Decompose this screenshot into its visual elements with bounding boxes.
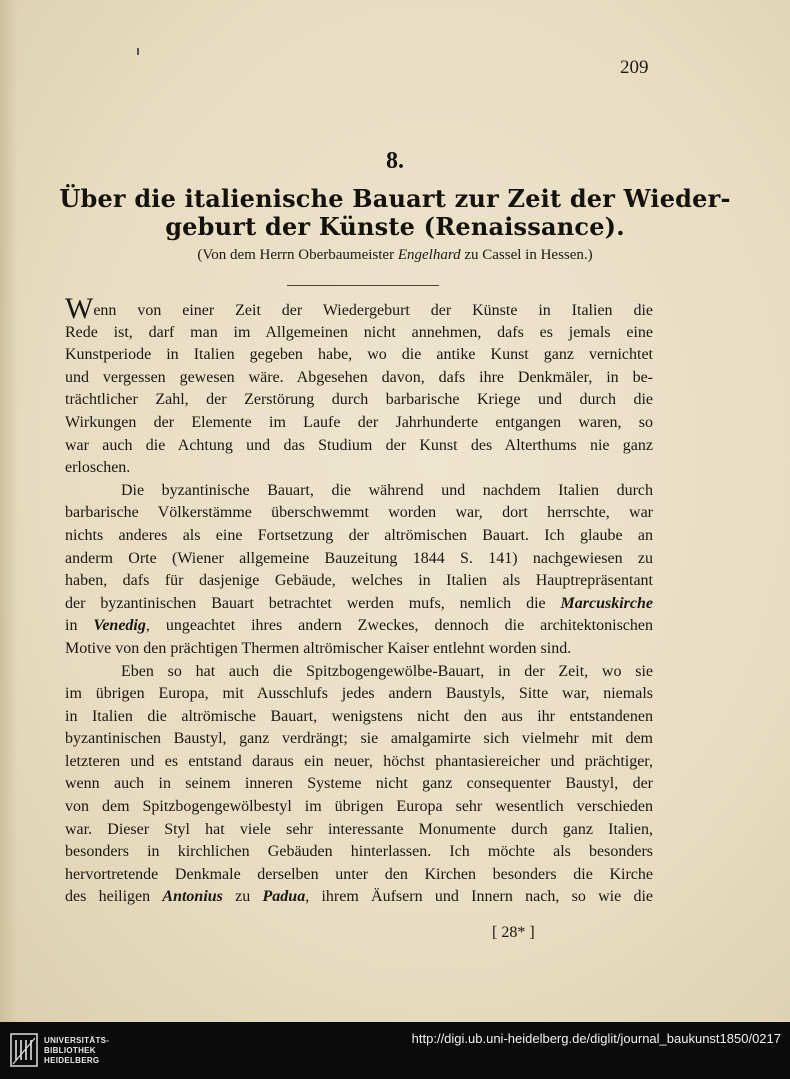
text-line: byzantinischen Baustyl, ganz verdrängt; sie amalgamirte sich vielmehr mit dem <box>65 730 653 748</box>
text-line: der byzantinischen Bauart betrachtet werden mufs, nemlich die Marcuskirche <box>65 594 653 612</box>
text-line: und vergessen gewesen wäre. Abgesehen davon, dafs ihre Denkmäler, in be- <box>65 368 653 386</box>
text-line: haben, dafs für dasjenige Gebäude, welches in Italien als Hauptrepräsentant <box>65 572 653 590</box>
text-line: nichts anderes als eine Fortsetzung der altrömischen Bauart. Ich glaube an <box>65 526 653 544</box>
emphasis-padua: Padua <box>262 888 306 906</box>
text-line: hervortretende Denkmale derselben unter den Kirchen besonders die Kirche <box>65 865 653 883</box>
author-name: Engelhard <box>397 247 461 263</box>
text-line: barbarische Völkerstämme überschwemmt worden war, dort herrschte, war <box>65 504 653 522</box>
section-number: 8. <box>386 148 404 174</box>
text-line: Wirkungen der Elemente im Laufe der Jahrhunderte entgangen waren, so <box>65 413 653 431</box>
text-line: wenn auch in seinem inneren Systeme nicht ganz consequenter Baustyl, der <box>65 775 653 793</box>
university-library-logo-icon <box>8 1030 42 1070</box>
source-url-link[interactable]: http://digi.ub.uni-heidelberg.de/diglit/journal_baukunst1850/0217 <box>411 1031 781 1046</box>
signature-mark: [ 28* ] <box>492 924 535 941</box>
page-number: 209 <box>620 57 649 78</box>
library-name: UNIVERSITÄTS- BIBLIOTHEK HEIDELBERG <box>44 1036 110 1065</box>
text-line: Die byzantinische Bauart, die während und nachdem Italien durch <box>121 481 653 499</box>
article-title-line-1: Über die italienische Bauart zur Zeit der Wieder- <box>59 184 731 213</box>
text-line: anderm Orte (Wiener allgemeine Bauzeitung 1844 S. 141) nachgewiesen zu <box>65 549 653 567</box>
text-line: in Italien die altrömische Bauart, wenigstens nicht den aus ihr entstandenen <box>65 707 653 725</box>
text-line: des heiligen Antonius zu Padua, ihrem Äufsern und Innern nach, so wie die <box>65 888 654 906</box>
author-byline <box>40 247 750 264</box>
byline-suffix: zu Cassel in Hessen.) <box>460 247 593 263</box>
text-line: Kunstperiode in Italien gegeben habe, wo die antike Kunst ganz vernichtet <box>65 346 653 364</box>
text-line: war auch die Achtung und das Studium der Kunst des Alterthums nie ganz <box>65 436 653 454</box>
title-divider <box>287 285 439 286</box>
drop-cap: W <box>65 292 94 325</box>
text-line: Rede ist, darf man im Allgemeinen nicht annehmen, dafs es jemals eine <box>65 323 653 341</box>
emphasis-antonius: Antonius <box>162 888 223 906</box>
text-line: trächtlicher Zahl, der Zerstörung durch barbarische Kriege und durch die <box>65 391 653 409</box>
text-line: besonders in kirchlichen Gebäuden hinterlassen. Ich möchte als besonders <box>65 843 653 861</box>
text-line: letzteren und es entstand daraus ein neuer, höchst phantasiereicher und prächtiger, <box>65 752 653 770</box>
text-line: von dem Spitzbogengewölbestyl im übrigen Europa sehr wesentlich verschieden <box>65 798 653 816</box>
text-line: Wenn von einer Zeit der Wiedergeburt der Künste in Italien die <box>65 292 653 325</box>
article-title-line-2: geburt der Künste (Renaissance). <box>165 212 625 241</box>
text-line: in Venedig, ungeachtet ihres andern Zweckes, dennoch die architektonischen <box>65 617 653 635</box>
text-line: im übrigen Europa, mit Ausschlufs jedes andern Baustyls, Sitte war, niemals <box>65 685 653 703</box>
byline-prefix: (Von dem Herrn Oberbaumeister <box>197 247 398 263</box>
text-line: war. Dieser Styl hat viele sehr interessante Monumente durch ganz Italien, <box>65 820 653 838</box>
text-line: Eben so hat auch die Spitzbogengewölbe-Bauart, in der Zeit, wo sie <box>121 662 653 680</box>
article-body <box>65 292 654 909</box>
ink-mark <box>137 48 139 55</box>
emphasis-marcuskirche: Marcuskirche <box>560 594 653 612</box>
emphasis-venedig: Venedig <box>93 617 146 635</box>
text-line: Motive von den prächtigen Thermen altrömischer Kaiser entlehnt worden sind. <box>65 639 572 657</box>
text-line: erloschen. <box>65 459 131 477</box>
